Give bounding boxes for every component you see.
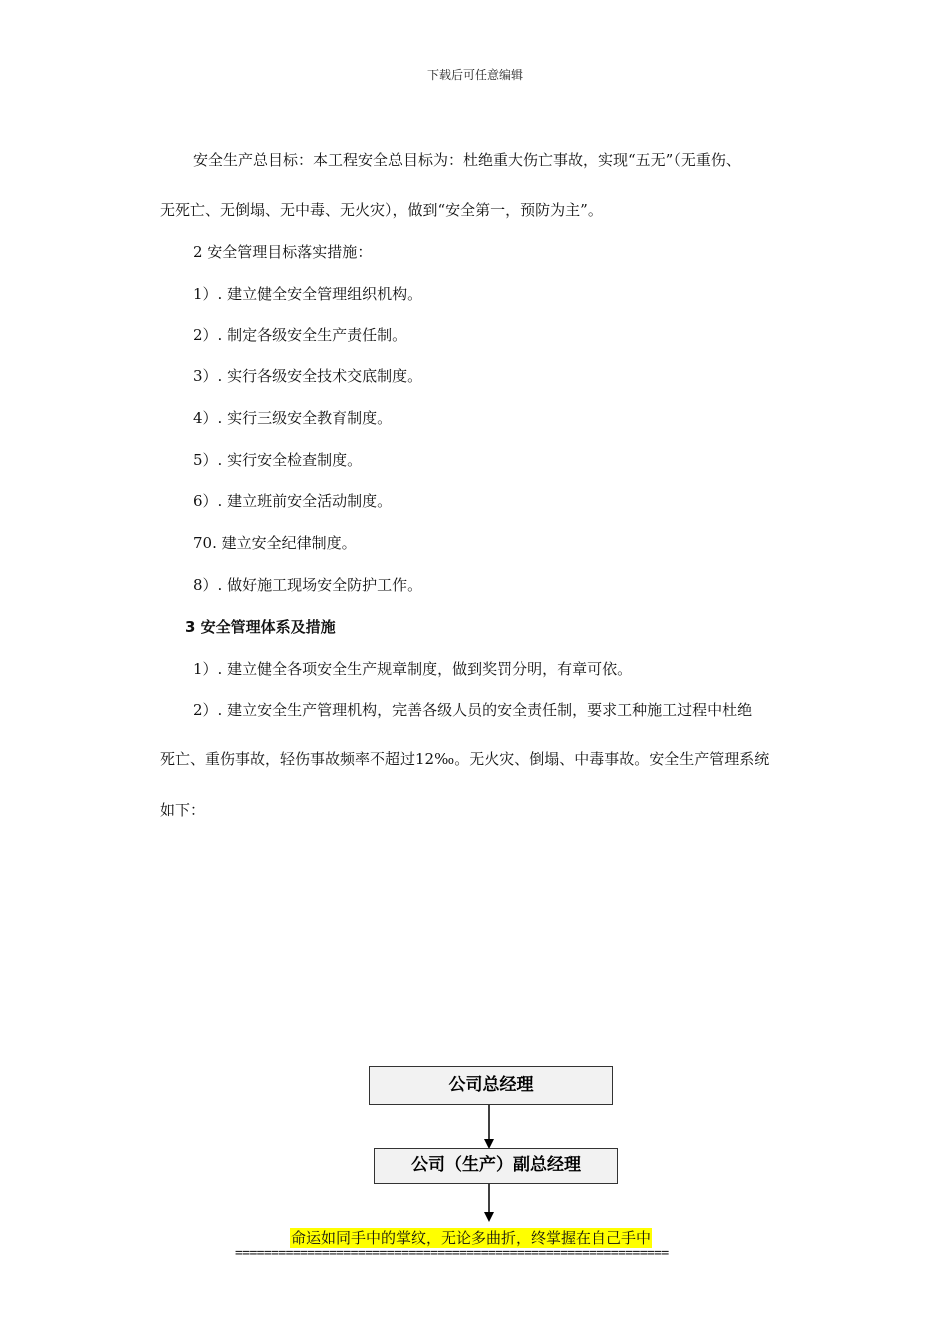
list-item: 1）. 建立健全各项安全生产规章制度，做到奖罚分明，有章可依。 (193, 660, 633, 678)
list-item: 5）. 实行安全检查制度。 (193, 451, 363, 469)
section-heading: 3 安全管理体系及措施 (185, 618, 336, 636)
section-heading: 2 安全管理目标落实措施： (193, 243, 373, 261)
page-header: 下载后可任意编辑 (426, 68, 523, 82)
list-item: 6）. 建立班前安全活动制度。 (193, 492, 393, 510)
paragraph-line: 如下： (160, 801, 206, 819)
arrow-down-icon (482, 1105, 496, 1149)
list-item: 8）. 做好施工现场安全防护工作。 (193, 576, 423, 594)
list-item: 2）. 制定各级安全生产责任制。 (193, 326, 408, 344)
list-item: 1）. 建立健全安全管理组织机构。 (193, 285, 423, 303)
org-box-general-manager: 公司总经理 (369, 1066, 613, 1105)
paragraph-line: 安全生产总目标：本工程安全总目标为：杜绝重大伤亡事故，实现“五无”（无重伤、 (193, 151, 741, 169)
arrow-down-icon (482, 1184, 496, 1222)
list-item: 4）. 实行三级安全教育制度。 (193, 409, 393, 427)
footer-motto: 命运如同手中的掌纹，无论多曲折，终掌握在自己手中 (291, 1229, 652, 1247)
paragraph-line: 死亡、重伤事故，轻伤事故频率不超过12‰。无火灾、倒塌、中毒事故。安全生产管理系统 (160, 750, 770, 768)
org-box-deputy-manager: 公司（生产）副总经理 (374, 1148, 618, 1184)
list-item: 3）. 实行各级安全技术交底制度。 (193, 367, 423, 385)
footer-rule: ============================================================ (235, 1246, 669, 1261)
list-item: 70. 建立安全纪律制度。 (193, 534, 357, 552)
list-item: 2）. 建立安全生产管理机构，完善各级人员的安全责任制，要求工种施工过程中杜绝 (193, 701, 753, 719)
paragraph-line: 无死亡、无倒塌、无中毒、无火灾），做到“安全第一，预防为主”。 (160, 201, 603, 219)
